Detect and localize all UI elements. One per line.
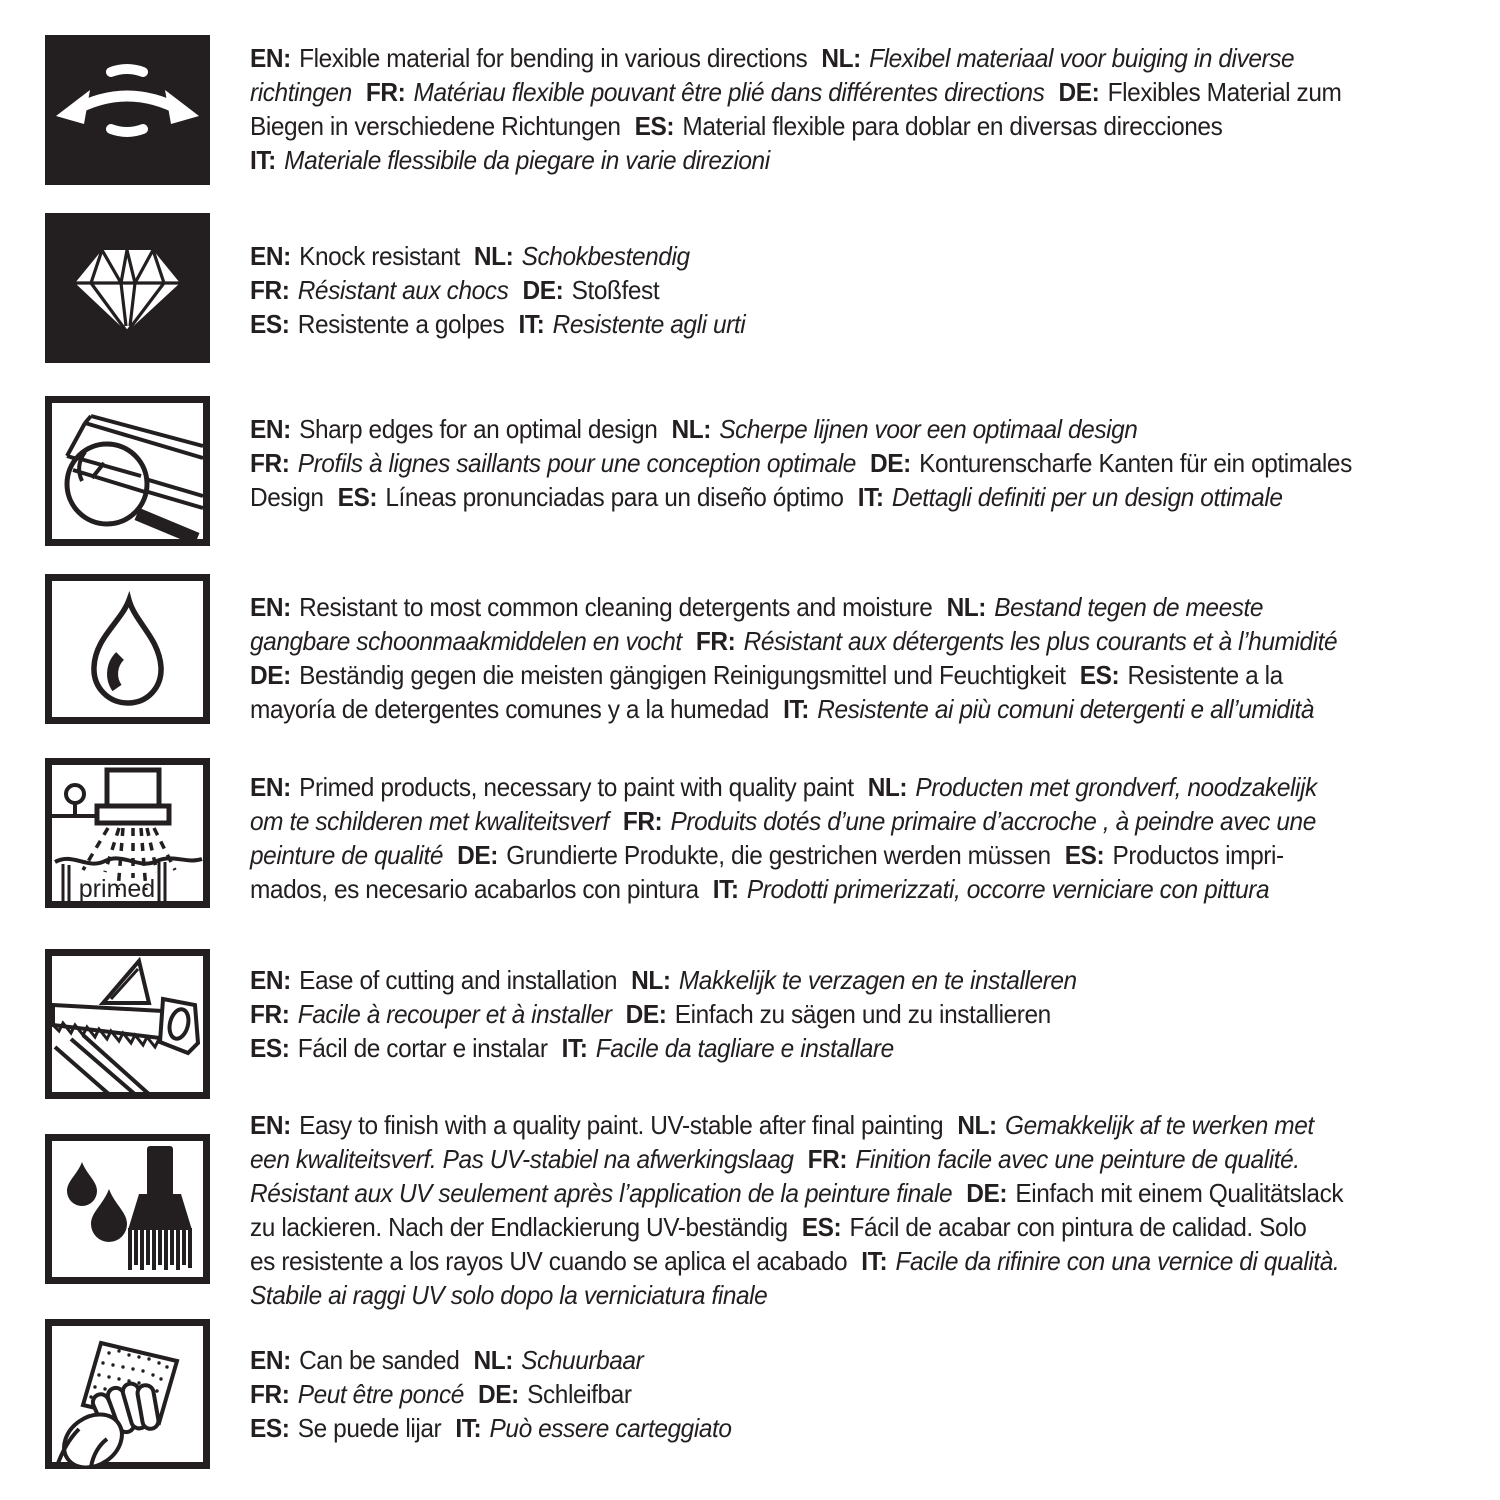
lang-segment-nl: NL: Gemakkelijk af te werken met xyxy=(957,1110,1314,1140)
feature-text-finish xyxy=(250,1108,1472,1312)
paint-drops-brush-icon-box xyxy=(45,1134,210,1284)
primed-label: primed xyxy=(78,875,156,903)
text-line xyxy=(250,804,1472,838)
lang-segment-continuation: es resistente a los rayos UV cuando se aplica el acabado xyxy=(250,1246,848,1276)
feature-text-primed xyxy=(250,770,1472,906)
lang-segment-en: EN: Primed products, necessary to paint with quality paint xyxy=(250,772,854,802)
lang-segment-it: IT: Resistente agli urti xyxy=(518,309,746,339)
feature-row-knock-resistant xyxy=(45,213,1475,363)
lang-segment-continuation: peinture de qualité xyxy=(250,840,444,870)
lang-label: IT: xyxy=(455,1413,482,1443)
text-line xyxy=(250,590,1472,624)
diamond-icon-box xyxy=(45,213,210,363)
lang-segment-continuation: om te schilderen met kwaliteitsverf xyxy=(250,806,609,836)
lang-label: IT: xyxy=(712,874,739,904)
feature-text-cutting xyxy=(250,963,1472,1065)
text-line xyxy=(250,1411,1472,1445)
magnifier-profile-icon-box xyxy=(45,396,210,546)
feature-text-sharp-edges xyxy=(250,412,1472,514)
water-drop-icon-box xyxy=(45,574,210,724)
lang-label: NL: xyxy=(473,1345,513,1375)
lang-segment-fr: FR: Résistant aux détergents les plus courants et à l’humidité xyxy=(695,626,1338,656)
lang-segment-es: ES: Fácil de acabar con pintura de calidad. Solo xyxy=(801,1212,1307,1242)
lang-segment-fr: FR: Résistant aux chocs xyxy=(250,275,509,305)
lang-label: IT: xyxy=(783,694,809,724)
lang-segment-es: ES: Material flexible para doblar en diversas direcciones xyxy=(634,111,1223,141)
lang-segment-continuation: mayoría de detergentes comunes y a la humedad xyxy=(250,694,769,724)
lang-label: DE: xyxy=(457,840,499,870)
feature-row-sanding xyxy=(45,1319,1475,1469)
lang-segment-en: EN: Sharp edges for an optimal design xyxy=(250,414,658,444)
lang-label: NL: xyxy=(671,414,711,444)
lang-segment-en: EN: Resistant to most common cleaning detergents and moisture xyxy=(250,592,933,622)
water-drop-icon xyxy=(45,574,210,724)
lang-segment-fr: FR: Facile à recouper et à installer xyxy=(250,999,612,1029)
text-line xyxy=(250,143,1472,177)
lang-segment-continuation: richtingen xyxy=(250,77,352,107)
lang-label: DE: xyxy=(522,275,564,305)
text-line xyxy=(250,658,1472,692)
text-line xyxy=(250,75,1472,109)
lang-label: IT: xyxy=(518,309,545,339)
lang-label: ES: xyxy=(1079,660,1120,690)
lang-segment-es: ES: Productos impri- xyxy=(1064,840,1284,870)
lang-label: FR: xyxy=(250,999,290,1029)
primer-spray-icon-box xyxy=(45,758,210,908)
text-line xyxy=(250,1278,1472,1312)
bend-arrows-icon xyxy=(45,35,210,185)
lang-segment-nl: NL: Flexibel materiaal voor buiging in diverse xyxy=(821,43,1295,73)
lang-label: ES: xyxy=(634,111,675,141)
lang-segment-de: DE: Stoßfest xyxy=(522,275,660,305)
lang-segment-de: DE: Grundierte Produkte, die gestrichen werden müssen xyxy=(457,840,1051,870)
lang-label: IT: xyxy=(857,482,884,512)
lang-segment-en: EN: Easy to finish with a quality paint. UV-stable after final painting xyxy=(250,1110,944,1140)
lang-label: EN: xyxy=(250,1345,291,1375)
lang-segment-es: ES: Resistente a golpes xyxy=(250,309,505,339)
feature-row-sharp-edges xyxy=(45,396,1475,546)
lang-label: NL: xyxy=(867,772,908,802)
lang-label: NL: xyxy=(631,965,671,995)
bend-arrows-icon-box xyxy=(45,35,210,185)
lang-segment-nl: NL: Schuurbaar xyxy=(473,1345,644,1375)
text-line xyxy=(250,41,1472,75)
feature-row-flexible xyxy=(45,35,1475,185)
feature-text-sanding xyxy=(250,1343,1472,1445)
text-line xyxy=(250,412,1472,446)
lang-label: ES: xyxy=(337,482,378,512)
lang-segment-fr: FR: Peut être poncé xyxy=(250,1379,464,1409)
lang-label: FR: xyxy=(250,448,290,478)
lang-segment-nl: NL: Schokbestendig xyxy=(473,241,690,271)
lang-segment-de: DE: Einfach zu sägen und zu installieren xyxy=(625,999,1051,1029)
hand-saw-icon xyxy=(45,949,210,1099)
lang-label: DE: xyxy=(478,1379,519,1409)
lang-label: IT: xyxy=(250,145,276,175)
lang-label: ES: xyxy=(250,1033,290,1063)
feature-row-cutting xyxy=(45,949,1475,1099)
lang-segment-es: ES: Fácil de cortar e instalar xyxy=(250,1033,548,1063)
lang-segment-de: DE: Beständig gegen die meisten gängigen Reinigungsmittel und Feuchtigkeit xyxy=(250,660,1066,690)
primer-spray-icon xyxy=(45,758,210,908)
text-line xyxy=(250,1244,1472,1278)
lang-label: DE: xyxy=(870,448,911,478)
lang-segment-it: IT: Resistente ai più comuni detergenti e all’umidità xyxy=(783,694,1315,724)
lang-segment-nl: NL: Producten met grondverf, noodzakelijk xyxy=(867,772,1317,802)
lang-segment-continuation: gangbare schoonmaakmiddelen en vocht xyxy=(250,626,682,656)
text-line xyxy=(250,109,1472,143)
lang-segment-fr: FR: Produits dotés d’une primaire d’accroche , à peindre avec une xyxy=(622,806,1316,836)
lang-label: IT: xyxy=(561,1033,588,1063)
lang-segment-continuation: zu lackieren. Nach der Endlackierung UV-beständig xyxy=(250,1212,788,1242)
lang-segment-nl: NL: Bestand tegen de meeste xyxy=(946,592,1264,622)
lang-segment-es: ES: Resistente a la xyxy=(1079,660,1283,690)
lang-label: IT: xyxy=(861,1246,888,1276)
lang-segment-fr: FR: Matériau flexible pouvant être plié dans différentes directions xyxy=(365,77,1045,107)
text-line xyxy=(250,1210,1472,1244)
lang-label: EN: xyxy=(250,772,291,802)
lang-label: FR: xyxy=(807,1144,848,1174)
lang-label: EN: xyxy=(250,414,291,444)
lang-segment-it: IT: Prodotti primerizzati, occorre verniciare con pittura xyxy=(712,874,1270,904)
lang-segment-de: DE: Flexibles Material zum xyxy=(1058,77,1342,107)
lang-label: EN: xyxy=(250,241,291,271)
text-line xyxy=(250,963,1472,997)
lang-segment-continuation: een kwaliteitsverf. Pas UV-stabiel na afwerkingslaag xyxy=(250,1144,794,1174)
lang-label: NL: xyxy=(821,43,861,73)
lang-label: ES: xyxy=(1064,840,1105,870)
lang-label: ES: xyxy=(801,1212,842,1242)
lang-segment-en: EN: Knock resistant xyxy=(250,241,460,271)
lang-label: EN: xyxy=(250,592,291,622)
sanding-hand-icon-box xyxy=(45,1319,210,1469)
lang-segment-fr: FR: Finition facile avec une peinture de qualité. xyxy=(807,1144,1300,1174)
lang-segment-en: EN: Ease of cutting and installation xyxy=(250,965,618,995)
lang-label: EN: xyxy=(250,1110,291,1140)
lang-label: FR: xyxy=(250,1379,290,1409)
lang-label: FR: xyxy=(365,77,406,107)
lang-label: NL: xyxy=(946,592,987,622)
feature-text-knock-resistant xyxy=(250,239,1472,341)
lang-label: ES: xyxy=(250,309,290,339)
lang-segment-de: DE: Konturenscharfe Kanten für ein optimales xyxy=(870,448,1352,478)
lang-segment-continuation: Stabile ai raggi UV solo dopo la verniciatura finale xyxy=(250,1280,768,1310)
text-line xyxy=(250,624,1472,658)
lang-label: DE: xyxy=(250,660,291,690)
lang-segment-de: DE: Einfach mit einem Qualitätslack xyxy=(966,1178,1344,1208)
text-line xyxy=(250,997,1472,1031)
lang-segment-continuation: Résistant aux UV seulement après l’application de la peinture finale xyxy=(250,1178,953,1208)
text-line xyxy=(250,1377,1472,1411)
diamond-icon xyxy=(45,213,210,363)
text-line xyxy=(250,692,1472,726)
lang-segment-nl: NL: Makkelijk te verzagen en te installeren xyxy=(631,965,1077,995)
lang-segment-continuation: mados, es necesario acabarlos con pintura xyxy=(250,874,699,904)
text-line xyxy=(250,1108,1472,1142)
lang-label: ES: xyxy=(250,1413,290,1443)
lang-segment-it: IT: Facile da tagliare e installare xyxy=(561,1033,894,1063)
sanding-hand-icon xyxy=(45,1319,210,1469)
text-line xyxy=(250,1142,1472,1176)
feature-row-primed xyxy=(45,758,1475,908)
text-line xyxy=(250,307,1472,341)
lang-segment-fr: FR: Profils à lignes saillants pour une conception optimale xyxy=(250,448,856,478)
lang-segment-de: DE: Schleifbar xyxy=(478,1379,632,1409)
lang-segment-it: IT: Dettagli definiti per un design ottimale xyxy=(857,482,1283,512)
feature-row-finish xyxy=(45,1110,1475,1310)
paint-drops-brush-icon xyxy=(45,1134,210,1284)
lang-label: DE: xyxy=(1058,77,1100,107)
text-line xyxy=(250,1176,1472,1210)
text-line xyxy=(250,770,1472,804)
lang-label: FR: xyxy=(250,275,290,305)
lang-segment-nl: NL: Scherpe lijnen voor een optimaal design xyxy=(671,414,1138,444)
hand-saw-icon-box xyxy=(45,949,210,1099)
lang-segment-it: IT: Facile da rifinire con una vernice di qualità. xyxy=(861,1246,1340,1276)
lang-segment-it: IT: Materiale flessibile da piegare in varie direzioni xyxy=(250,145,770,175)
lang-label: FR: xyxy=(695,626,736,656)
lang-segment-it: IT: Può essere carteggiato xyxy=(455,1413,732,1443)
lang-segment-es: ES: Se puede lijar xyxy=(250,1413,442,1443)
lang-label: FR: xyxy=(622,806,663,836)
text-line xyxy=(250,872,1472,906)
text-line xyxy=(250,480,1472,514)
text-line xyxy=(250,1031,1472,1065)
lang-segment-continuation: Design xyxy=(250,482,324,512)
lang-segment-en: EN: Can be sanded xyxy=(250,1345,460,1375)
magnifier-profile-icon xyxy=(45,396,210,546)
lang-label: NL: xyxy=(957,1110,997,1140)
text-line xyxy=(250,239,1472,273)
text-line xyxy=(250,1343,1472,1377)
lang-label: EN: xyxy=(250,43,291,73)
text-line xyxy=(250,273,1472,307)
text-line xyxy=(250,446,1472,480)
lang-label: DE: xyxy=(966,1178,1008,1208)
lang-segment-en: EN: Flexible material for bending in various directions xyxy=(250,43,808,73)
text-line xyxy=(250,838,1472,872)
feature-text-flexible xyxy=(250,41,1472,177)
feature-row-moisture xyxy=(45,574,1475,724)
lang-segment-continuation: Biegen in verschiedene Richtungen xyxy=(250,111,621,141)
lang-label: DE: xyxy=(625,999,667,1029)
lang-label: EN: xyxy=(250,965,291,995)
feature-text-moisture xyxy=(250,590,1472,726)
lang-label: NL: xyxy=(473,241,514,271)
lang-segment-es: ES: Líneas pronunciadas para un diseño óptimo xyxy=(337,482,844,512)
